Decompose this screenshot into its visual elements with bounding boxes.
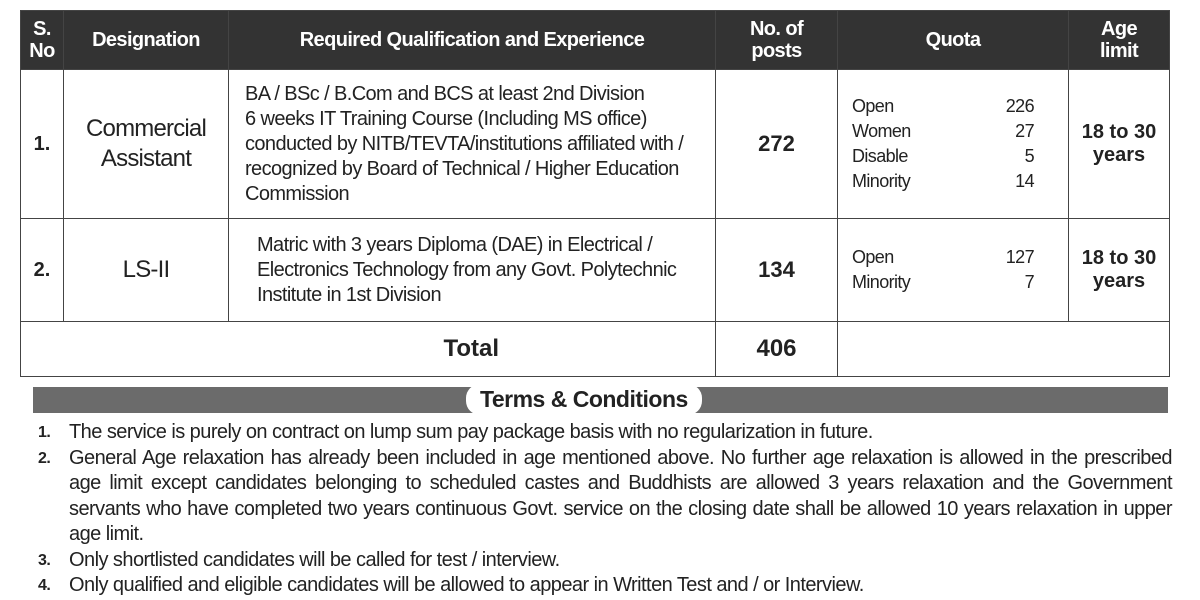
quota-label: Minority bbox=[852, 272, 911, 292]
header-sno: S. No bbox=[21, 11, 64, 70]
quota-label: Open bbox=[852, 96, 894, 116]
terms-list bbox=[38, 420, 1172, 599]
term-number: 1. bbox=[38, 424, 51, 441]
qualification-line: Institute in 1st Division bbox=[257, 283, 441, 306]
table-header bbox=[21, 11, 1170, 70]
qualification-line: Commission bbox=[245, 182, 350, 205]
quota bbox=[838, 219, 1069, 322]
term-number: 4. bbox=[38, 577, 51, 594]
posts: 272 bbox=[716, 70, 838, 219]
designation: Commercial Assistant bbox=[64, 70, 229, 219]
qualification-line: BA / BSc / B.Com and BCS at least 2nd Division bbox=[245, 82, 645, 105]
sno: 1. bbox=[21, 70, 64, 219]
term-item bbox=[38, 573, 1172, 599]
quota-label: Women bbox=[852, 121, 911, 141]
quota-value: 27 bbox=[1015, 121, 1034, 141]
term-text: The service is purely on contract on lump sum pay package basis with no regularization in future. bbox=[69, 421, 873, 443]
sno: 2. bbox=[21, 219, 64, 322]
qualification-line: Matric with 3 years Diploma (DAE) in Electrical / bbox=[257, 233, 653, 256]
age-line: years bbox=[1092, 144, 1146, 166]
term-item bbox=[38, 446, 1172, 548]
term-number: 2. bbox=[38, 449, 51, 467]
age-line: 18 to 30 bbox=[1081, 247, 1157, 269]
qualification-line: 6 weeks IT Training Course (Including MS office) bbox=[245, 107, 647, 130]
quota bbox=[838, 70, 1069, 219]
table-row bbox=[21, 219, 1170, 322]
term-text: General Age relaxation has already been included in age mentioned above. No further age relaxation is allowed in the prescribed age limit except candidates belonging to scheduled castes and Buddhists are allowed 3 years relaxation and the Government servants who have completed two years continuous Govt. service on the closing date shall be allowed 10 years relaxation in upper age limit. bbox=[69, 446, 1172, 545]
terms-title: Terms & Conditions bbox=[466, 384, 702, 415]
qualification-line: conducted by NITB/TEVTA/institutions affiliated with / bbox=[245, 132, 684, 155]
quota-label: Disable bbox=[852, 146, 908, 166]
posts: 134 bbox=[716, 219, 838, 322]
term-text: Only shortlisted candidates will be called for test / interview. bbox=[69, 548, 560, 571]
term-number: 3. bbox=[38, 551, 51, 569]
age-line: years bbox=[1092, 270, 1146, 292]
qualification-line: Electronics Technology from any Govt. Polytechnic bbox=[257, 258, 677, 281]
qualification bbox=[229, 70, 716, 219]
designation: LS-II bbox=[64, 219, 229, 322]
header-designation: Designation bbox=[64, 11, 229, 70]
quota-value: 7 bbox=[1024, 272, 1034, 292]
quota-label: Open bbox=[852, 247, 894, 267]
quota-label: Minority bbox=[852, 171, 911, 191]
header-age: Age limit bbox=[1069, 11, 1170, 70]
qualification bbox=[229, 219, 716, 322]
total-posts: 406 bbox=[716, 322, 838, 377]
header-posts: No. of posts bbox=[716, 11, 838, 70]
age-limit bbox=[1069, 70, 1170, 219]
quota-value: 226 bbox=[1005, 96, 1034, 116]
total-row bbox=[21, 322, 1170, 377]
term-text: Only qualified and eligible candidates will be allowed to appear in Written Test and / or Interview. bbox=[69, 574, 864, 596]
qualification-line: recognized by Board of Technical / Higher Education bbox=[245, 157, 679, 180]
quota-value: 127 bbox=[1005, 247, 1034, 267]
age-line: 18 to 30 bbox=[1081, 121, 1157, 143]
quota-value: 5 bbox=[1024, 146, 1034, 166]
term-item bbox=[38, 548, 1172, 574]
table-row bbox=[21, 70, 1170, 219]
age-limit bbox=[1069, 219, 1170, 322]
term-item bbox=[38, 420, 1172, 446]
total-empty bbox=[838, 322, 1170, 377]
header-quota: Quota bbox=[838, 11, 1069, 70]
header-qualification: Required Qualification and Experience bbox=[229, 11, 716, 70]
quota-value: 14 bbox=[1015, 171, 1034, 191]
total-label: Total bbox=[21, 322, 716, 377]
posts-table bbox=[20, 10, 1170, 377]
